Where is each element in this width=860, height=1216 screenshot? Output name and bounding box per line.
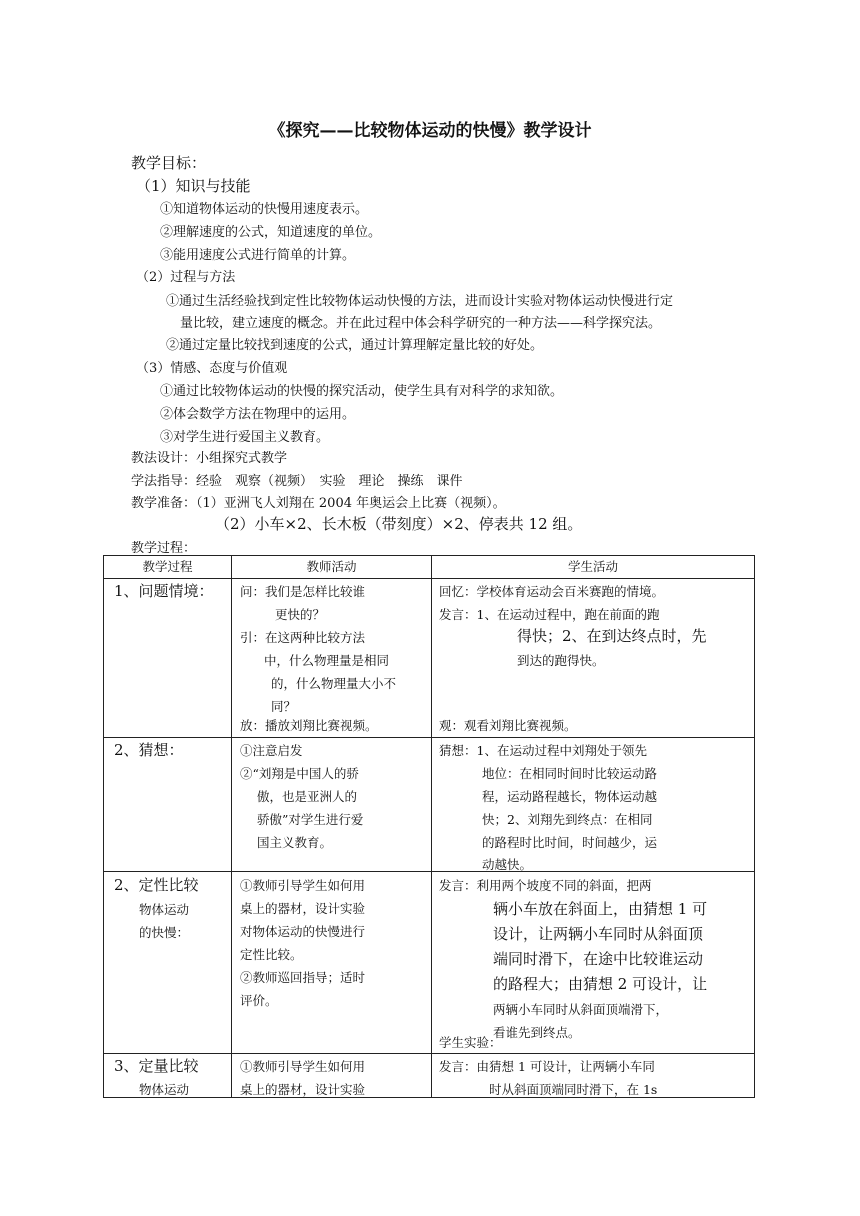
row1-teacher-line: 问：我们是怎样比较谁 bbox=[240, 584, 366, 599]
row3-teacher-line: 定性比较。 bbox=[240, 947, 303, 962]
row1-student-line: 发言：1、在运动过程中，跑在前面的跑 bbox=[439, 607, 660, 622]
row3-teacher-line: ①教师引导学生如何用 bbox=[240, 878, 366, 893]
goal-item: ③对学生进行爱国主义教育。 bbox=[160, 430, 330, 445]
row3-student-line: 看谁先到终点。 bbox=[493, 1025, 581, 1040]
goal-item: 量比较，建立速度的概念。并在此过程中体会科学研究的一种方法——科学探究法。 bbox=[180, 316, 662, 331]
row2-student-line: 程，运动路程越长，物体运动越 bbox=[482, 789, 658, 804]
row3-teacher-line: 对物体运动的快慢进行 bbox=[240, 924, 366, 939]
row2-teacher-line: ①注意启发 bbox=[240, 743, 303, 758]
row3-student-line: 设计，让两辆小车同时从斜面顶 bbox=[493, 925, 704, 943]
row2-student-line: 动越快。 bbox=[482, 857, 533, 872]
row2-teacher-line: 傲，也是亚洲人的 bbox=[257, 789, 358, 804]
row1-teacher-line: 的，什么物理量大小不 bbox=[271, 676, 397, 691]
row2-student-line: 的路程时比时间，时间越少，运 bbox=[482, 835, 658, 850]
row4-student-line: 发言：由猜想 1 可设计，让两辆小车同 bbox=[439, 1059, 655, 1074]
row2-student-line: 快；2、刘翔先到终点：在相同 bbox=[482, 812, 653, 827]
row1-student-line: 得快；2、在到达终点时，先 bbox=[517, 627, 707, 645]
row3-stage: 的快慢： bbox=[139, 925, 190, 940]
row1-teacher-line: 更快的？ bbox=[275, 607, 326, 622]
row3-teacher-line: ②教师巡回指导；适时 bbox=[240, 970, 366, 985]
goal-attitude-title: （3）情感、态度与价值观 bbox=[136, 361, 288, 376]
row3-stage: 物体运动 bbox=[139, 902, 190, 917]
process-heading: 教学过程： bbox=[131, 541, 197, 556]
row2-teacher-line: ②“刘翔是中国人的骄 bbox=[240, 766, 359, 781]
goal-item: ①通过生活经验找到定性比较物体运动快慢的方法，进而设计实验对物体运动快慢进行定 bbox=[166, 294, 674, 309]
row2-student-line: 猜想：1、在运动过程中刘翔处于领先 bbox=[439, 743, 647, 758]
row4-stage: 3、定量比较 bbox=[114, 1057, 199, 1075]
goal-item: ②体会数学方法在物理中的运用。 bbox=[160, 407, 356, 422]
row3-student-line: 发言：利用两个坡度不同的斜面，把两 bbox=[439, 878, 652, 893]
row3-student-line: 的路程大；由猜想 2 可设计，让 bbox=[493, 975, 708, 993]
row3-teacher-line: 评价。 bbox=[240, 993, 278, 1008]
row4-teacher-line: ①教师引导学生如何用 bbox=[240, 1059, 366, 1074]
document-title: 《探究——比较物体运动的快慢》教学设计 bbox=[268, 121, 592, 141]
goal-item: ③能用速度公式进行简单的计算。 bbox=[160, 248, 356, 263]
row1-stage: 1、问题情境： bbox=[114, 582, 214, 600]
row1-teacher-line: 引：在这两种比较方法 bbox=[240, 630, 366, 645]
goal-knowledge-title: （1）知识与技能 bbox=[136, 177, 251, 195]
row1-teacher-line: 同？ bbox=[271, 699, 297, 714]
goal-item: ②理解速度的公式，知道速度的单位。 bbox=[160, 225, 382, 240]
goal-process-title: （2）过程与方法 bbox=[136, 270, 236, 285]
row1-student-line: 观：观看刘翔比赛视频。 bbox=[439, 718, 577, 733]
header-stage: 教学过程 bbox=[142, 559, 193, 574]
row4-stage: 物体运动 bbox=[139, 1082, 190, 1097]
row3-stage: 2、定性比较 bbox=[114, 876, 199, 894]
teaching-prep-2: （2）小车×2、长木板（带刻度）×2、停表共 12 组。 bbox=[215, 515, 583, 533]
study-guide: 学法指导：经验 观察（视频） 实验 理论 操练 课件 bbox=[131, 474, 463, 489]
row1-student-line: 到达的跑得快。 bbox=[517, 653, 605, 668]
row1-teacher-line: 放：播放刘翔比赛视频。 bbox=[240, 718, 378, 733]
row2-student-line: 地位：在相同时间时比较运动路 bbox=[482, 766, 658, 781]
row3-student-line: 学生实验： bbox=[439, 1035, 502, 1050]
row3-teacher-line: 桌上的器材，设计实验 bbox=[240, 901, 366, 916]
row4-student-line: 时从斜面顶端同时滑下，在 1s bbox=[489, 1082, 658, 1097]
goal-item: ①通过比较物体运动的快慢的探究活动，使学生具有对科学的求知欲。 bbox=[160, 384, 564, 399]
goal-item: ①知道物体运动的快慢用速度表示。 bbox=[160, 202, 369, 217]
row1-teacher-line: 中，什么物理量是相同 bbox=[264, 653, 390, 668]
row3-student-line: 端同时滑下，在途中比较谁运动 bbox=[493, 950, 704, 968]
row2-teacher-line: 骄傲”对学生进行爱 bbox=[257, 812, 364, 827]
teaching-method: 教法设计：小组探究式教学 bbox=[131, 451, 288, 466]
row3-student-line: 辆小车放在斜面上，由猜想 1 可 bbox=[493, 900, 708, 918]
header-student: 学生活动 bbox=[567, 559, 618, 574]
row2-stage: 2、猜想： bbox=[114, 741, 184, 759]
goal-item: ②通过定量比较找到速度的公式，通过计算理解定量比较的好处。 bbox=[166, 338, 544, 353]
teaching-prep: 教学准备：（1）亚洲飞人刘翔在 2004 年奥运会上比赛（视频）。 bbox=[131, 496, 506, 511]
row1-student-line: 回忆：学校体育运动会百米赛跑的情境。 bbox=[439, 584, 665, 599]
lesson-table bbox=[103, 555, 755, 1098]
header-teacher: 教师活动 bbox=[306, 559, 357, 574]
goals-heading: 教学目标： bbox=[131, 154, 207, 172]
row2-teacher-line: 国主义教育。 bbox=[257, 835, 333, 850]
row4-teacher-line: 桌上的器材，设计实验 bbox=[240, 1082, 366, 1097]
row3-student-line: 两辆小车同时从斜面顶端滑下， bbox=[493, 1002, 669, 1017]
